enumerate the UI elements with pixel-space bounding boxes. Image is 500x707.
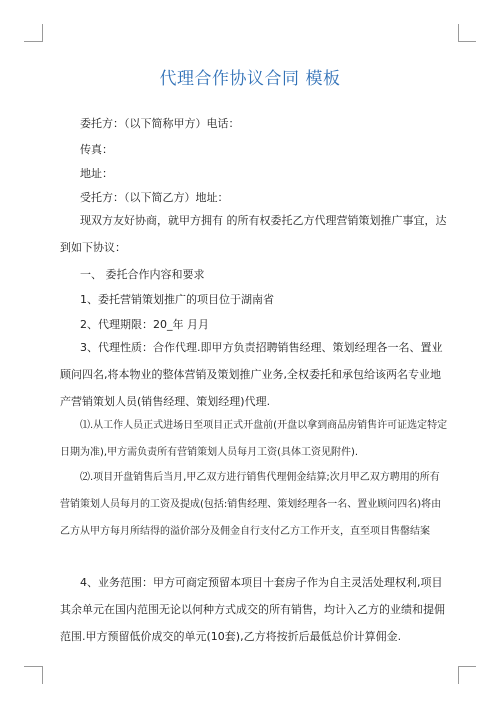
crop-mark-bottom-left [42,666,43,684]
crop-mark-top-right [458,41,476,42]
crop-mark-bottom-right [458,666,459,684]
section-heading: 一、 委托合作内容和要求 [80,268,205,281]
client-line: 委托方：（以下简称甲方）电话： [80,117,240,130]
item-4: 4、业务范围：甲方可商定预留本项目十套房子作为自主灵活处理权利,项目其余单元在国内范围无论以何种方式成交的所有销售，均计入乙方的业绩和提佣范围.甲方预留低价成交的单元(10套),乙方将按折后最低总价计算佣金. [60,576,445,643]
crop-mark-bottom-right [458,666,476,667]
sub-item-2: ⑵.项目开盘销售后当月,甲乙双方进行销售代理佣金结算;次月甲乙双方聘用的所有营销策划人员每月的工资及提成(包括:销售经理、策划经理各一名、置业顾问四名)将由乙方从甲方每月所结得的溢价部分及佣金自行支付乙方工作开支，直至项目售罄结案 [60,472,442,537]
agent-line: 受托方：（以下简乙方）地址： [80,191,229,204]
intro-paragraph: 现双方友好协商，就甲方拥有 的所有权委托乙方代理营销策划推广事宜，达到如下协议： [60,214,447,254]
crop-mark-top-left [24,41,42,42]
item-3: 3、代理性质：合作代理.即甲方负责招聘销售经理、策划经理各一名、置业顾问四名,将本物业的整体营销及策划推广业务,全权委托和承包给该两名专业地产营销策划人员(销售经理、策划经理)代理. [60,341,443,408]
fax-line: 传真： [80,143,113,156]
address-line: 地址： [80,167,113,180]
crop-mark-top-left [42,24,43,42]
sub-item-1: ⑴.从工作人员正式进场日至项目正式开盘前(开盘以拿到商品房销售许可证选定特定日期为准),甲方需负责所有营销策划人员每月工资(具体工资见附件). [60,420,448,458]
crop-mark-bottom-left [24,666,42,667]
item-1: 1、委托营销策划推广的项目位于湖南省 [80,293,274,306]
document-title: 代理合作协议合同 模板 [159,69,341,89]
crop-mark-top-right [458,24,459,42]
item-2: 2、代理期限：20_年 月月 [80,318,209,331]
